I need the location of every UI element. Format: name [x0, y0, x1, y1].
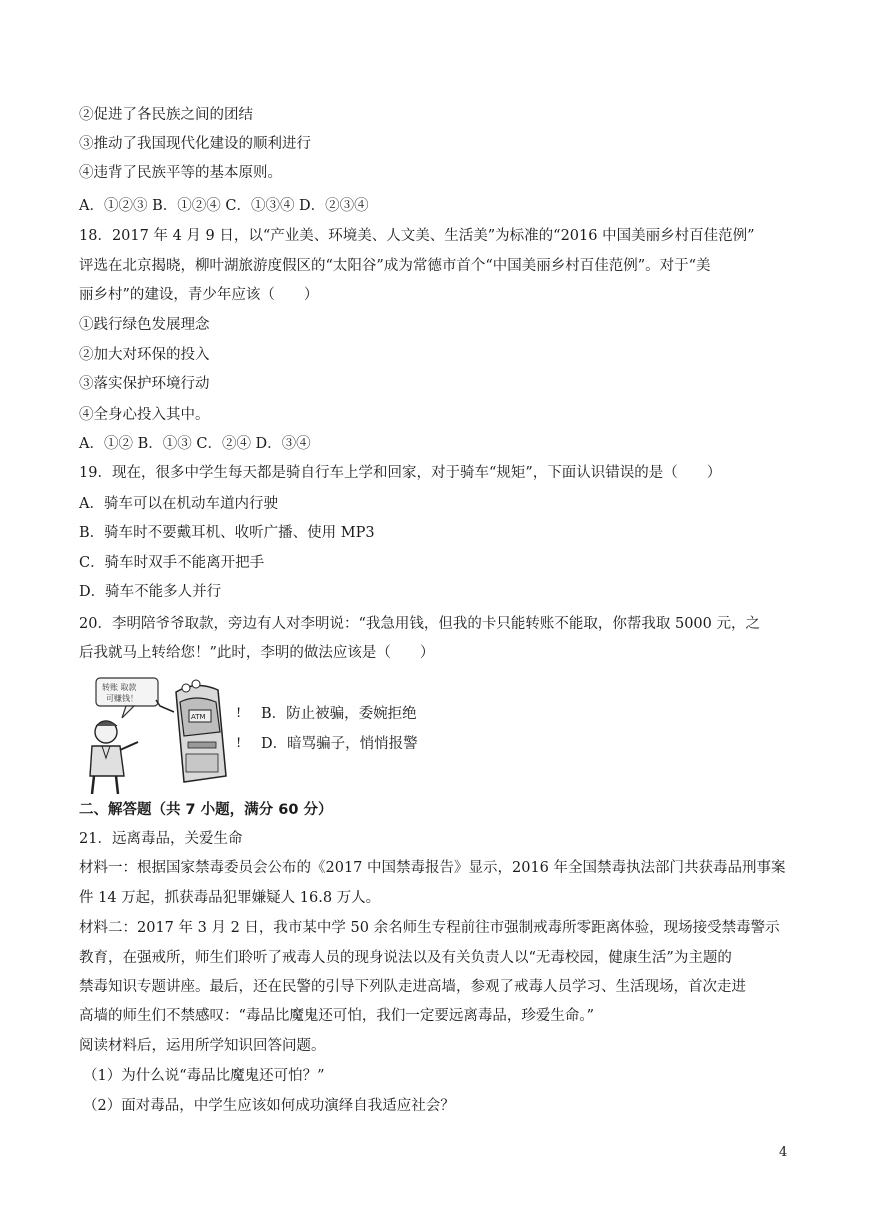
q20-option-b: B．防止被骗，委婉拒绝: [261, 706, 417, 722]
q21-material-2-line-3: 禁毒知识专题讲座。最后，还在民警的引导下列队走进高墙，参观了戒毒人员学习、生活现场，首次走进: [79, 979, 746, 995]
q19-option-a: A．骑车可以在机动车道内行驶: [79, 496, 278, 512]
q20-marker-b: !: [236, 706, 242, 721]
q21-material-1-line-2: 件 14 万起，抓获毒品犯罪嫌疑人 16.8 万人。: [79, 890, 381, 906]
q21-question-2: （2）面对毒品，中学生应该如何成功演绎自我适应社会？: [83, 1098, 455, 1114]
q17-statement-4: ④违背了民族平等的基本原则。: [79, 165, 282, 181]
q18-stem-line-2: 评选在北京揭晓，柳叶湖旅游度假区的“太阳谷”成为常德市首个“中国美丽乡村百佳范例”。对于“美: [79, 258, 711, 274]
q21-instruction: 阅读材料后，运用所学知识回答问题。: [79, 1038, 326, 1054]
q21-title: 21．远离毒品，关爱生命: [79, 831, 243, 847]
q17-statement-2: ②促进了各民族之间的团结: [79, 107, 253, 123]
q21-material-2-line-2: 教育，在强戒所，师生们聆听了戒毒人员的现身说法以及有关负责人以“无毒校园，健康生活”为主题的: [79, 950, 732, 966]
q21-material-2-line-4: 高墙的师生们不禁感叹：“毒品比魔鬼还可怕，我们一定要远离毒品，珍爱生命。”: [79, 1008, 595, 1024]
q17-options: A．①②③ B．①②④ C．①③④ D．②③④: [79, 198, 369, 214]
q18-statement-3: ③落实保护环境行动: [79, 376, 210, 392]
q18-stem-line-3: 丽乡村”的建设，青少年应该（ ）: [79, 287, 319, 303]
q21-material-2-line-1: 材料二：2017 年 3 月 2 日，我市某中学 50 余名师生专程前往市强制戒毒所零距离体验，现场接受禁毒警示: [79, 920, 780, 936]
sign-text-1: 转账 取款: [102, 683, 137, 692]
q20-stem-line-2: 后我就马上转给您！”此时，李明的做法应该是（ ）: [79, 645, 435, 661]
q19-option-b: B．骑车时不要戴耳机、收听广播、使用 MP3: [79, 525, 375, 541]
section-title: 二、解答题（共 7 小题，满分 60 分）: [79, 802, 333, 818]
q19-option-d: D．骑车不能多人并行: [79, 584, 222, 600]
q17-statement-3: ③推动了我国现代化建设的顺利进行: [79, 136, 311, 152]
q20-cartoon-image: [76, 672, 236, 796]
q18-statement-2: ②加大对环保的投入: [79, 347, 210, 363]
q21-material-1-line-1: 材料一：根据国家禁毒委员会公布的《2017 中国禁毒报告》显示，2016 年全国禁毒执法部门共获毒品刑事案: [79, 860, 786, 876]
atm-label: ATM: [191, 713, 206, 721]
q18-options: A．①② B．①③ C．②④ D．③④: [79, 436, 311, 452]
q21-question-1: （1）为什么说“毒品比魔鬼还可怕？”: [83, 1068, 325, 1084]
page-number: 4: [779, 1145, 788, 1160]
q20-option-d: D．暗骂骗子，悄悄报警: [261, 736, 418, 752]
q18-stem-line-1: 18．2017 年 4 月 9 日，以“产业美、环境美、人文美、生活美”为标准的“2016 中国美丽乡村百佳范例”: [79, 228, 755, 244]
sign-text-2: 可赚钱！: [106, 694, 138, 703]
q19-stem: 19．现在，很多中学生每天都是骑自行车上学和回家，对于骑车“规矩”，下面认识错误的是（ ）: [79, 465, 722, 481]
q18-statement-1: ①践行绿色发展理念: [79, 317, 210, 333]
q19-option-c: C．骑车时双手不能离开把手: [79, 555, 265, 571]
q20-stem-line-1: 20．李明陪爷爷取款，旁边有人对李明说：“我急用钱，但我的卡只能转账不能取，你帮我取 5000 元，之: [79, 616, 760, 632]
q20-marker-d: !: [236, 736, 242, 751]
q18-statement-4: ④全身心投入其中。: [79, 407, 210, 423]
